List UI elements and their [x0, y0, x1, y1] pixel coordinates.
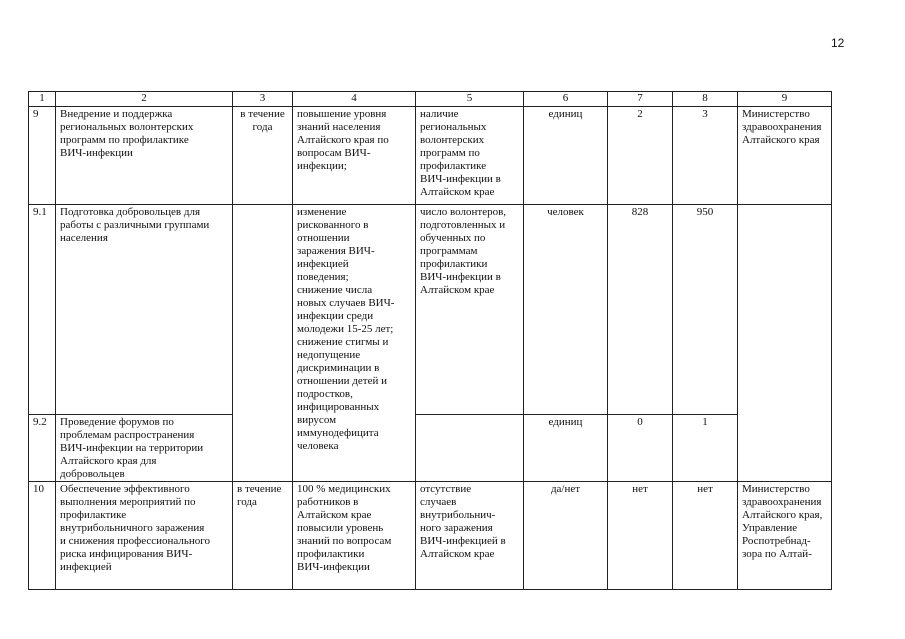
- term-cell: [233, 205, 293, 482]
- indicator-cell: отсутствие случаев внутрибольнич- ного заражения ВИЧ-инфекцией в Алтайском крае: [416, 482, 524, 590]
- unit-cell: единиц: [524, 107, 608, 205]
- indicator-cell: число волонтеров, подготовленных и обученных по программам профилактики ВИЧ-инфекции в Алтайском крае: [416, 205, 524, 415]
- header-cell: 9: [738, 92, 832, 107]
- row-number-cell: 9.2: [29, 415, 56, 482]
- measure-name-cell: Внедрение и поддержка региональных волонтерских программ по профилактике ВИЧ-инфекции: [56, 107, 233, 205]
- header-cell: 1: [29, 92, 56, 107]
- row-number-cell: 9: [29, 107, 56, 205]
- header-cell: 4: [293, 92, 416, 107]
- row-number-cell: 10: [29, 482, 56, 590]
- expected-result-cell: 100 % медицинских работников в Алтайском крае повысили уровень знаний по вопросам профилактики ВИЧ-инфекции: [293, 482, 416, 590]
- row-number-cell: 9.1: [29, 205, 56, 415]
- executor-cell: [738, 205, 832, 482]
- executor-cell: Министерство здравоохранения Алтайского края, Управление Роспотребнад- зора по Алтай-: [738, 482, 832, 590]
- value-col8-cell: 3: [673, 107, 738, 205]
- header-cell: 2: [56, 92, 233, 107]
- term-cell: в течение года: [233, 107, 293, 205]
- value-col8-cell: 950: [673, 205, 738, 415]
- measure-name-cell: Проведение форумов по проблемам распространения ВИЧ-инфекции на территории Алтайского края для добровольцев: [56, 415, 233, 482]
- value-col7-cell: нет: [608, 482, 673, 590]
- header-cell: 6: [524, 92, 608, 107]
- header-cell: 3: [233, 92, 293, 107]
- header-cell: 5: [416, 92, 524, 107]
- value-col8-cell: нет: [673, 482, 738, 590]
- measure-name-cell: Обеспечение эффективного выполнения мероприятий по профилактике внутрибольничного заражения и снижения профессионального риска инфицирования ВИЧ- инфекцией: [56, 482, 233, 590]
- unit-cell: единиц: [524, 415, 608, 482]
- term-cell: в течение года: [233, 482, 293, 590]
- table-row: [29, 482, 832, 590]
- value-col7-cell: 2: [608, 107, 673, 205]
- value-col7-cell: 828: [608, 205, 673, 415]
- indicator-cell: [416, 415, 524, 482]
- measures-table: [28, 91, 832, 590]
- expected-result-cell: повышение уровня знаний населения Алтайского края по вопросам ВИЧ- инфекции;: [293, 107, 416, 205]
- table-row: [29, 415, 832, 482]
- expected-result-cell: изменение рискованного в отношении заражения ВИЧ- инфекцией поведения; снижение числа новых случаев ВИЧ- инфекции среди молодежи 15-25 лет; снижение стигмы и недопущение дискриминации в отношении детей и подростков, инфицированных вирусом иммунодефицита человека: [293, 205, 416, 482]
- table-row: [29, 205, 832, 415]
- table-row: [29, 107, 832, 205]
- unit-cell: человек: [524, 205, 608, 415]
- executor-cell: Министерство здравоохранения Алтайского края: [738, 107, 832, 205]
- value-col8-cell: 1: [673, 415, 738, 482]
- measure-name-cell: Подготовка добровольцев для работы с различными группами населения: [56, 205, 233, 415]
- unit-cell: да/нет: [524, 482, 608, 590]
- header-cell: 7: [608, 92, 673, 107]
- header-cell: 8: [673, 92, 738, 107]
- table-header-row: [29, 92, 832, 107]
- value-col7-cell: 0: [608, 415, 673, 482]
- page-number: 12: [831, 36, 845, 50]
- indicator-cell: наличие региональных волонтерских программ по профилактике ВИЧ-инфекции в Алтайском крае: [416, 107, 524, 205]
